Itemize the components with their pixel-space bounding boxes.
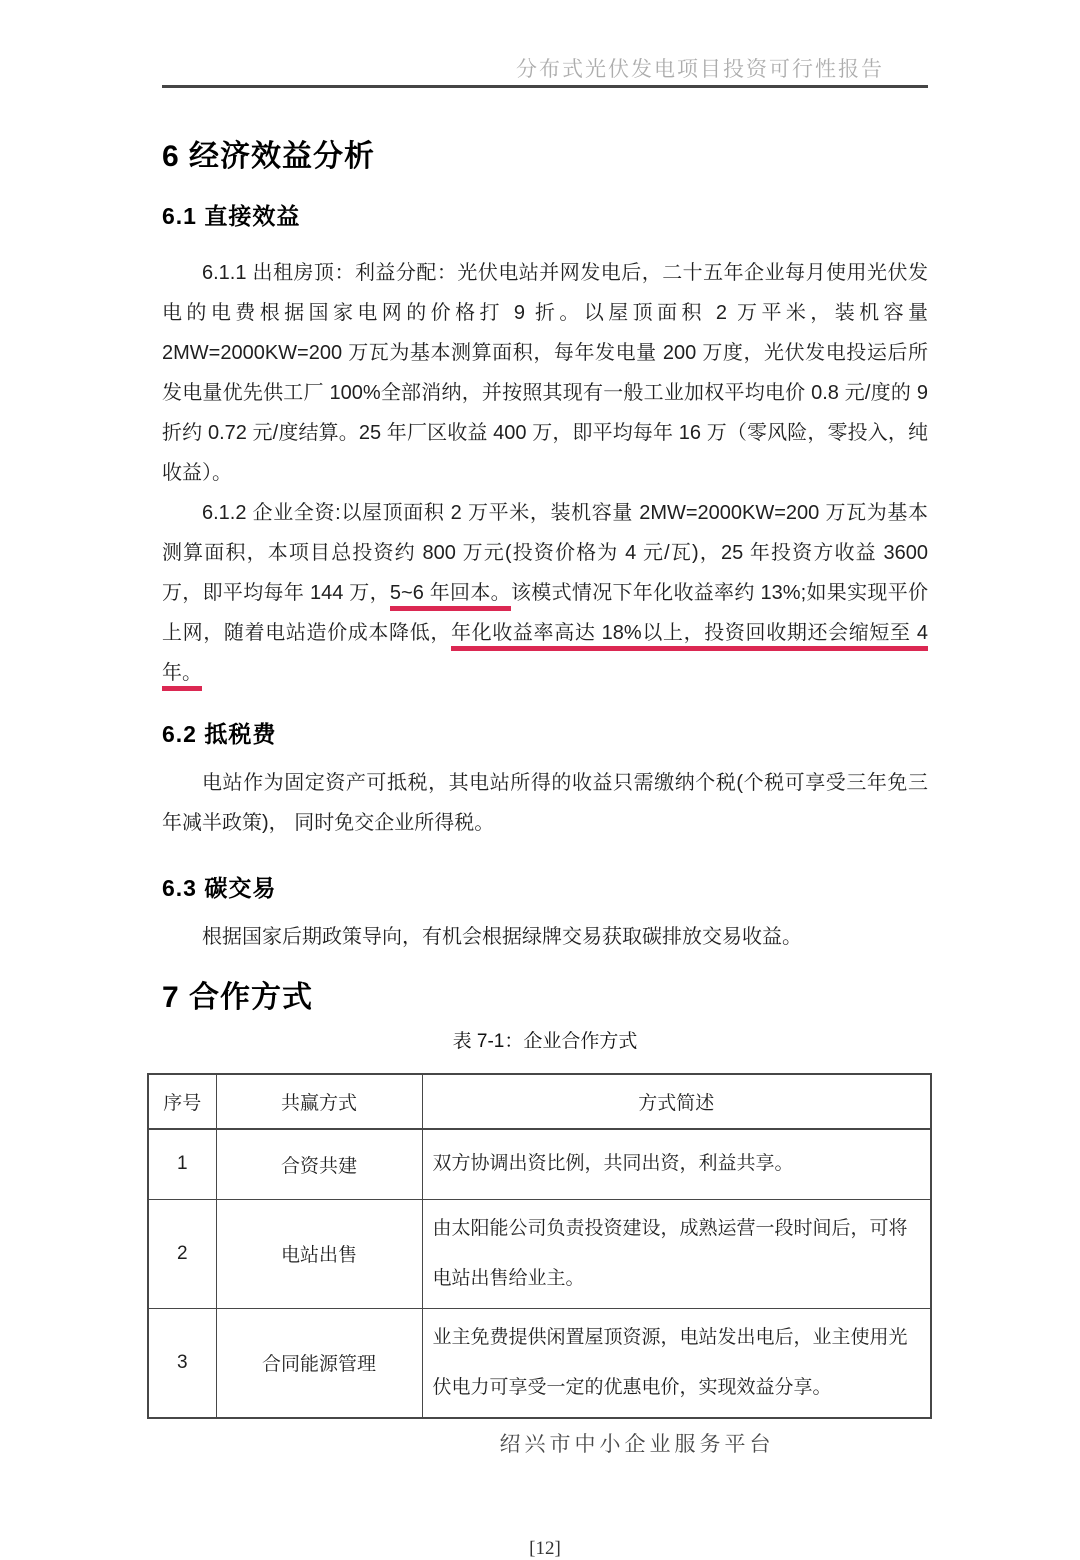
table-row xyxy=(148,1199,931,1308)
row-index: 2 xyxy=(148,1199,216,1308)
col-header-mode: 共赢方式 xyxy=(216,1074,422,1129)
plain-text: 6.1.2 企业全资:以屋顶面积 2 万平米，装机容量 2MW=2000KW=200 万瓦为基本测算面积，本项目总投资约 800 万元(投资价格为 4 元/瓦)，25 年投资方收益 3600 万，即平均每年 144 万， xyxy=(162,502,928,604)
footer-platform-text: 绍兴市中小企业服务平台 xyxy=(499,1431,775,1456)
row-index: 1 xyxy=(148,1129,216,1199)
row-description: 双方协调出资比例，共同出资，利益共享。 xyxy=(422,1129,931,1199)
plain-text: 该模式情况下年化收益率约 13%;如果实现平价上网，随着电站造价成本降低， xyxy=(162,582,928,644)
row-mode: 电站出售 xyxy=(216,1199,422,1308)
heading-6-3: 6.3 碳交易 xyxy=(162,875,277,901)
table-row xyxy=(148,1308,931,1418)
col-header-description: 方式简述 xyxy=(422,1074,931,1129)
row-description: 业主免费提供闲置屋顶资源，电站发出电后，业主使用光伏电力可享受一定的优惠电价，实现效益分享。 xyxy=(422,1308,931,1418)
paragraph-6-2: 电站作为固定资产可抵税，其电站所得的收益只需缴纳个税(个税可享受三年免三年减半政策)， 同时免交企业所得税。 xyxy=(162,772,928,834)
table-caption: 表 7-1：企业合作方式 xyxy=(452,1031,638,1052)
table-header-row xyxy=(148,1074,931,1129)
paragraph-6-1-1: 6.1.1 出租房顶：利益分配：光伏电站并网发电后，二十五年企业每月使用光伏发电的电费根据国家电网的价格打 9 折。以屋顶面积 2 万平米，装机容量 2MW=2000KW=200 万瓦为基本测算面积，每年发电量 200 万度，光伏发电投运后所发电量优先供工厂 100%全部消纳，并按照其现有一般工业加权平均电价 0.8 元/度的 9 折约 0.72 元/度结算。25 年厂区收益 400 万，即平均每年 16 万（零风险，零投入，纯收益）。 xyxy=(162,262,928,484)
table-row xyxy=(148,1129,931,1199)
heading-section-6: 6 经济效益分析 xyxy=(162,140,376,173)
red-underlined-text: 年化收益率高达 18%以上，投资回收期还会缩短至 4 年。 xyxy=(162,622,928,691)
header-rule xyxy=(162,85,928,88)
col-header-index: 序号 xyxy=(148,1074,216,1129)
heading-6-2: 6.2 抵税费 xyxy=(162,721,277,747)
page-number: [12] xyxy=(529,1537,561,1559)
row-index: 3 xyxy=(148,1308,216,1418)
row-description: 由太阳能公司负责投资建设，成熟运营一段时间后，可将电站出售给业主。 xyxy=(422,1199,931,1308)
row-mode: 合资共建 xyxy=(216,1129,422,1199)
heading-6-1: 6.1 直接效益 xyxy=(162,203,301,229)
paragraph-6-1-2 xyxy=(162,493,928,693)
paragraph-6-3: 根据国家后期政策导向，有机会根据绿牌交易获取碳排放交易收益。 xyxy=(202,926,802,948)
row-mode: 合同能源管理 xyxy=(216,1308,422,1418)
red-underlined-text: 5~6 年回本。 xyxy=(390,582,511,611)
heading-section-7: 7 合作方式 xyxy=(162,981,314,1014)
page-header xyxy=(162,56,928,88)
report-title: 分布式光伏发电项目投资可行性报告 xyxy=(516,57,884,81)
cooperation-table xyxy=(147,1073,932,1419)
